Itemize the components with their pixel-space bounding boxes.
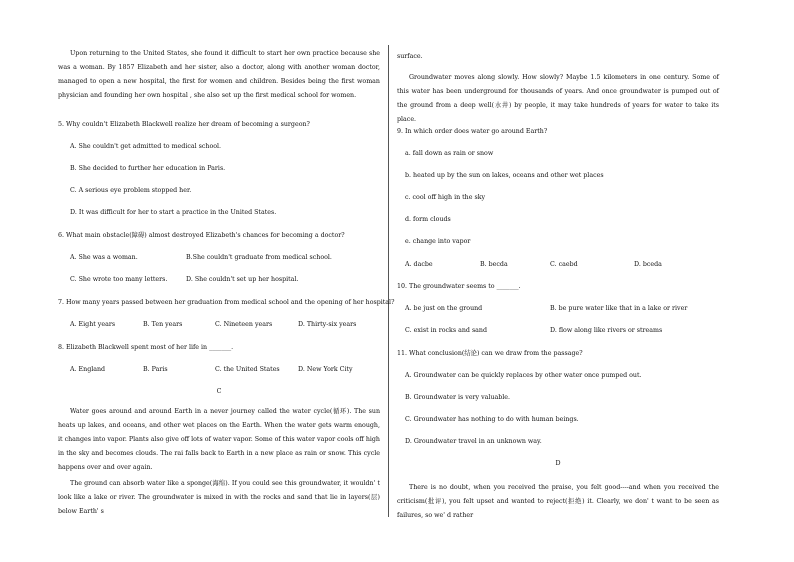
q11-option-b: B. Groundwater is very valuable.	[405, 394, 511, 401]
q5-option-d: D. It was difficult for her to start a practice in the United States.	[70, 209, 277, 216]
q8-stem: 8. Elizabeth Blackwell spent most of her life in _______.	[58, 344, 234, 351]
q9-option-a: A. dacbe	[405, 261, 433, 268]
paragraph-water-cycle: Water goes around and around Earth in a never journey called the water cycle(循环). The sun heats up lakes, and oceans, and other wet places on the Earth. When the water gets warm enough, it changes into vapor. Plants also give off lots of water vapor. Some of this water vapor cools off high in the sky and becomes clouds. The rai falls back to Earth in a new place as rain or snow. This cycle happens over and over again.	[58, 408, 380, 471]
q5-option-c: C. A serious eye problem stopped her.	[70, 187, 192, 194]
q10-option-d: D. flow along like rivers or streams	[550, 327, 663, 334]
surface-continuation: surface.	[397, 53, 423, 60]
q9-item-c: c. cool off high in the sky	[405, 194, 486, 201]
q10-option-c: C. exist in rocks and sand	[405, 327, 488, 334]
q6-option-a: A. She was a woman.	[70, 254, 138, 261]
q6-option-b: B.She couldn't graduate from medical school.	[186, 254, 332, 261]
q9-item-e: e. change into vapor	[405, 238, 471, 245]
paragraph-blackwell-end: Upon returning to the United States, she found it difficult to start her own practice because she was a woman. By 1857 Elizabeth and her sister, also a doctor, along with another woman doctor, managed to open a new hospital, the first for women and children. Besides being the first woman physician and founding her own hospital , she also set up the first medical school for women.	[58, 50, 380, 99]
q8-option-b: B. Paris	[143, 366, 168, 373]
q9-item-d: d. form clouds	[405, 216, 451, 223]
q10-option-a: A. be just on the ground	[405, 305, 483, 312]
paragraph-groundwater-intro: The ground can absorb water like a sponge(海绵). If you could see this groundwater, it wouldn' t look like a lake or river. The groundwater is mixed in with the rocks and sand that lie in layers(层) below Earth' s	[58, 480, 380, 515]
q7-option-a: A. Eight years	[70, 321, 116, 328]
q11-option-a: A. Groundwater can be quickly replaces by other water once pumped out.	[405, 372, 642, 379]
q8-option-c: C. the United States	[215, 366, 280, 373]
q7-option-c: C. Nineteen years	[215, 321, 273, 328]
q11-option-d: D. Groundwater travel in an unknown way.	[405, 438, 542, 445]
q6-option-d: D. She couldn't set up her hospital.	[186, 276, 299, 283]
paragraph-groundwater-movement: Groundwater moves along slowly. How slowly? Maybe 1.5 kilometers in one century. Some of this water has been underground for thousands of years. And once groundwater is pumped out of the ground from a deep well(水井) by people, it may take hundreds of years for water to take its place.	[397, 74, 719, 123]
q9-option-d: D. bceda	[634, 261, 662, 268]
q7-stem: 7. How many years passed between her graduation from medical school and the opening of her hospital?	[58, 299, 395, 306]
q9-item-b: b. heated up by the sun on lakes, oceans and other wet places	[405, 172, 604, 179]
q9-option-b: B. becda	[480, 261, 508, 268]
q5-stem: 5. Why couldn't Elizabeth Blackwell realize her dream of becoming a surgeon?	[58, 121, 310, 128]
q11-stem: 11. What conclusion(结论) can we draw from the passage?	[397, 350, 583, 357]
q10-stem: 10. The groundwater seems to _______.	[397, 283, 521, 290]
q9-option-c: C. caebd	[550, 261, 578, 268]
q9-stem: 9. In which order does water go around Earth?	[397, 128, 548, 135]
section-d-heading: D	[555, 460, 561, 467]
q9-item-a: a. fall down as rain or snow	[405, 150, 494, 157]
paragraph-praise-criticism: There is no doubt, when you received the praise, you felt good----and when you received the criticism(批评), you felt upset and wanted to reject(拒绝) it. Clearly, we don' t want to be seen as failures, so we' d rather	[397, 484, 719, 519]
q11-option-c: C. Groundwater has nothing to do with human beings.	[405, 416, 579, 423]
q6-option-c: C. She wrote too many letters.	[70, 276, 168, 283]
q5-option-a: A. She couldn't get admitted to medical school.	[70, 143, 222, 150]
column-divider	[388, 45, 389, 517]
section-c-heading: C	[216, 388, 222, 395]
q7-option-b: B. Ten years	[143, 321, 183, 328]
q8-option-a: A. England	[70, 366, 106, 373]
q10-option-b: B. be pure water like that in a lake or river	[550, 305, 688, 312]
q5-option-b: B. She decided to further her education in Paris.	[70, 165, 226, 172]
q8-option-d: D. New York City	[298, 366, 353, 373]
q6-stem: 6. What main obstacle(障碍) almost destroyed Elizabeth's chances for becoming a doctor?	[58, 232, 345, 239]
q7-option-d: D. Thirty-six years	[298, 321, 357, 328]
